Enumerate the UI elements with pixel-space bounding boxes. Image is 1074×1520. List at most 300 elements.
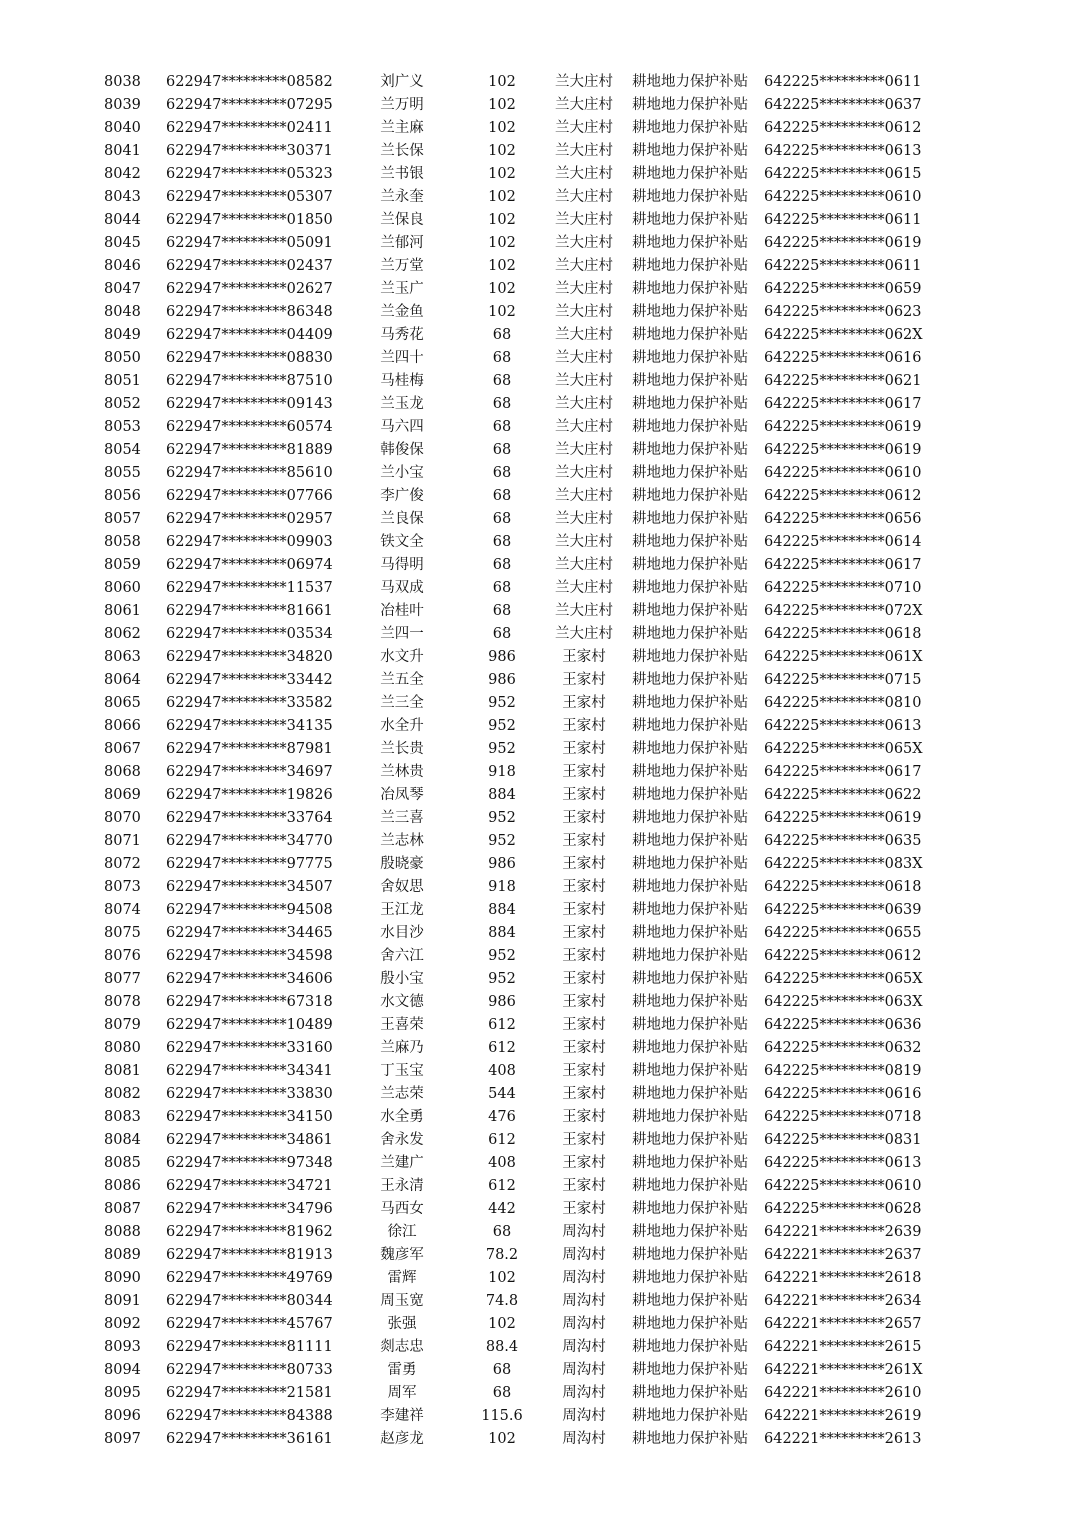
cell-card-number: 622947*********60574	[166, 419, 333, 435]
cell-seq: 8084	[104, 1132, 141, 1148]
table-row	[104, 784, 944, 807]
cell-subsidy-type: 耕地地力保护补贴	[632, 1339, 748, 1355]
cell-id-number: 642225*********0611	[764, 74, 922, 90]
cell-seq: 8050	[104, 350, 141, 366]
cell-id-number: 642225*********0619	[764, 442, 922, 458]
cell-village: 周沟村	[562, 1362, 606, 1378]
cell-village: 王家村	[562, 1086, 606, 1102]
table-row	[104, 1290, 944, 1313]
cell-amount: 612	[488, 1132, 516, 1148]
table-row	[104, 1336, 944, 1359]
cell-seq: 8067	[104, 741, 141, 757]
cell-seq: 8048	[104, 304, 141, 320]
cell-id-number: 642221*********2613	[764, 1431, 922, 1447]
cell-id-number: 642225*********0616	[764, 1086, 922, 1102]
cell-village: 兰大庄村	[555, 235, 613, 251]
cell-subsidy-type: 耕地地力保护补贴	[632, 649, 748, 665]
cell-subsidy-type: 耕地地力保护补贴	[632, 488, 748, 504]
cell-seq: 8079	[104, 1017, 141, 1033]
cell-amount: 102	[488, 74, 516, 90]
table-row	[104, 439, 944, 462]
cell-subsidy-type: 耕地地力保护补贴	[632, 304, 748, 320]
cell-village: 兰大庄村	[555, 350, 613, 366]
table-row	[104, 94, 944, 117]
cell-amount: 68	[492, 557, 512, 573]
cell-seq: 8064	[104, 672, 141, 688]
cell-amount: 68	[492, 580, 512, 596]
cell-subsidy-type: 耕地地力保护补贴	[632, 879, 748, 895]
cell-seq: 8088	[104, 1224, 141, 1240]
cell-card-number: 622947*********33582	[166, 695, 333, 711]
cell-seq: 8039	[104, 97, 141, 113]
cell-id-number: 642225*********0819	[764, 1063, 922, 1079]
cell-village: 兰大庄村	[555, 603, 613, 619]
cell-subsidy-type: 耕地地力保护补贴	[632, 1109, 748, 1125]
cell-name: 马双成	[380, 580, 424, 596]
cell-card-number: 622947*********86348	[166, 304, 333, 320]
cell-seq: 8096	[104, 1408, 141, 1424]
cell-name: 水文升	[380, 649, 424, 665]
cell-amount: 68	[492, 396, 512, 412]
cell-seq: 8082	[104, 1086, 141, 1102]
table-row	[104, 600, 944, 623]
table-row	[104, 1060, 944, 1083]
table-row	[104, 71, 944, 94]
cell-id-number: 642221*********2618	[764, 1270, 922, 1286]
cell-village: 兰大庄村	[555, 120, 613, 136]
table-row	[104, 830, 944, 853]
cell-village: 兰大庄村	[555, 511, 613, 527]
cell-seq: 8071	[104, 833, 141, 849]
cell-id-number: 642225*********0635	[764, 833, 922, 849]
table-row	[104, 922, 944, 945]
table-row	[104, 1313, 944, 1336]
cell-amount: 102	[488, 304, 516, 320]
cell-amount: 68	[492, 488, 512, 504]
cell-amount: 68	[492, 373, 512, 389]
table-row	[104, 554, 944, 577]
table-row	[104, 807, 944, 830]
cell-amount: 68	[492, 1362, 512, 1378]
cell-subsidy-type: 耕地地力保护补贴	[632, 235, 748, 251]
cell-subsidy-type: 耕地地力保护补贴	[632, 971, 748, 987]
cell-seq: 8053	[104, 419, 141, 435]
cell-name: 赵彦龙	[380, 1431, 424, 1447]
cell-name: 张强	[387, 1316, 417, 1332]
cell-village: 兰大庄村	[555, 488, 613, 504]
cell-village: 兰大庄村	[555, 465, 613, 481]
cell-card-number: 622947*********34135	[166, 718, 333, 734]
cell-id-number: 642225*********0613	[764, 1155, 922, 1171]
cell-amount: 102	[488, 1270, 516, 1286]
table-row	[104, 1221, 944, 1244]
cell-seq: 8049	[104, 327, 141, 343]
cell-amount: 74.8	[485, 1293, 519, 1309]
cell-id-number: 642225*********0612	[764, 120, 922, 136]
cell-card-number: 622947*********09903	[166, 534, 333, 550]
cell-amount: 544	[488, 1086, 516, 1102]
cell-seq: 8089	[104, 1247, 141, 1263]
cell-id-number: 642225*********0618	[764, 879, 922, 895]
cell-name: 兰玉广	[380, 281, 424, 297]
cell-subsidy-type: 耕地地力保护补贴	[632, 1316, 748, 1332]
cell-card-number: 622947*********34598	[166, 948, 333, 964]
cell-id-number: 642225*********0610	[764, 189, 922, 205]
cell-card-number: 622947*********34697	[166, 764, 333, 780]
cell-id-number: 642225*********0612	[764, 488, 922, 504]
cell-id-number: 642225*********065X	[764, 741, 923, 757]
table-row	[104, 1175, 944, 1198]
cell-subsidy-type: 耕地地力保护补贴	[632, 1155, 748, 1171]
cell-card-number: 622947*********80344	[166, 1293, 333, 1309]
cell-seq: 8091	[104, 1293, 141, 1309]
table-row	[104, 761, 944, 784]
cell-name: 马得明	[380, 557, 424, 573]
cell-card-number: 622947*********30371	[166, 143, 333, 159]
cell-name: 雷辉	[387, 1270, 417, 1286]
cell-subsidy-type: 耕地地力保护补贴	[632, 787, 748, 803]
cell-amount: 102	[488, 166, 516, 182]
cell-seq: 8081	[104, 1063, 141, 1079]
table-row	[104, 1129, 944, 1152]
table-row	[104, 140, 944, 163]
cell-name: 马桂梅	[380, 373, 424, 389]
cell-subsidy-type: 耕地地力保护补贴	[632, 74, 748, 90]
cell-id-number: 642221*********2637	[764, 1247, 922, 1263]
cell-id-number: 642225*********0614	[764, 534, 922, 550]
cell-seq: 8043	[104, 189, 141, 205]
cell-village: 王家村	[562, 971, 606, 987]
cell-card-number: 622947*********05307	[166, 189, 333, 205]
cell-name: 魏彦军	[380, 1247, 424, 1263]
cell-village: 兰大庄村	[555, 626, 613, 642]
cell-subsidy-type: 耕地地力保护补贴	[632, 1017, 748, 1033]
cell-id-number: 642225*********0616	[764, 350, 922, 366]
cell-village: 王家村	[562, 1017, 606, 1033]
cell-village: 王家村	[562, 1155, 606, 1171]
cell-village: 王家村	[562, 1109, 606, 1125]
cell-name: 舍奴思	[380, 879, 424, 895]
cell-seq: 8041	[104, 143, 141, 159]
cell-name: 李建祥	[380, 1408, 424, 1424]
table-row	[104, 278, 944, 301]
cell-card-number: 622947*********81913	[166, 1247, 333, 1263]
cell-subsidy-type: 耕地地力保护补贴	[632, 1408, 748, 1424]
cell-name: 水全勇	[380, 1109, 424, 1125]
cell-name: 马西女	[380, 1201, 424, 1217]
table-row	[104, 1359, 944, 1382]
cell-id-number: 642221*********2619	[764, 1408, 922, 1424]
cell-seq: 8044	[104, 212, 141, 228]
cell-amount: 68	[492, 465, 512, 481]
cell-amount: 102	[488, 97, 516, 113]
cell-seq: 8061	[104, 603, 141, 619]
table-row	[104, 163, 944, 186]
cell-id-number: 642225*********0636	[764, 1017, 922, 1033]
cell-id-number: 642225*********0610	[764, 465, 922, 481]
cell-village: 兰大庄村	[555, 373, 613, 389]
cell-amount: 102	[488, 281, 516, 297]
cell-id-number: 642225*********0610	[764, 1178, 922, 1194]
cell-card-number: 622947*********81661	[166, 603, 333, 619]
cell-amount: 408	[488, 1155, 516, 1171]
cell-subsidy-type: 耕地地力保护补贴	[632, 856, 748, 872]
cell-card-number: 622947*********11537	[166, 580, 333, 596]
cell-amount: 68	[492, 603, 512, 619]
cell-subsidy-type: 耕地地力保护补贴	[632, 465, 748, 481]
cell-id-number: 642225*********0621	[764, 373, 922, 389]
cell-name: 殷小宝	[380, 971, 424, 987]
cell-card-number: 622947*********94508	[166, 902, 333, 918]
table-row	[104, 1152, 944, 1175]
cell-name: 冶桂叶	[380, 603, 424, 619]
cell-name: 兰林贵	[380, 764, 424, 780]
cell-subsidy-type: 耕地地力保护补贴	[632, 1385, 748, 1401]
cell-amount: 986	[488, 649, 516, 665]
cell-amount: 884	[488, 902, 516, 918]
cell-seq: 8074	[104, 902, 141, 918]
cell-subsidy-type: 耕地地力保护补贴	[632, 120, 748, 136]
cell-village: 王家村	[562, 879, 606, 895]
cell-id-number: 642221*********2634	[764, 1293, 922, 1309]
cell-name: 兰金鱼	[380, 304, 424, 320]
cell-card-number: 622947*********19826	[166, 787, 333, 803]
cell-village: 王家村	[562, 1178, 606, 1194]
cell-seq: 8094	[104, 1362, 141, 1378]
cell-subsidy-type: 耕地地力保护补贴	[632, 925, 748, 941]
cell-village: 周沟村	[562, 1339, 606, 1355]
cell-seq: 8090	[104, 1270, 141, 1286]
cell-id-number: 642225*********0831	[764, 1132, 922, 1148]
cell-seq: 8066	[104, 718, 141, 734]
cell-card-number: 622947*********34606	[166, 971, 333, 987]
cell-id-number: 642221*********261X	[764, 1362, 923, 1378]
cell-name: 水目沙	[380, 925, 424, 941]
cell-subsidy-type: 耕地地力保护补贴	[632, 1178, 748, 1194]
cell-subsidy-type: 耕地地力保护补贴	[632, 603, 748, 619]
cell-card-number: 622947*********09143	[166, 396, 333, 412]
cell-amount: 68	[492, 1385, 512, 1401]
cell-name: 水全升	[380, 718, 424, 734]
table-row	[104, 968, 944, 991]
table-row	[104, 209, 944, 232]
cell-seq: 8078	[104, 994, 141, 1010]
cell-amount: 78.2	[485, 1247, 519, 1263]
table-row	[104, 347, 944, 370]
cell-amount: 102	[488, 1431, 516, 1447]
cell-card-number: 622947*********02627	[166, 281, 333, 297]
cell-seq: 8045	[104, 235, 141, 251]
cell-amount: 68	[492, 327, 512, 343]
cell-seq: 8052	[104, 396, 141, 412]
cell-amount: 68	[492, 1224, 512, 1240]
cell-subsidy-type: 耕地地力保护补贴	[632, 902, 748, 918]
table-row	[104, 945, 944, 968]
cell-id-number: 642225*********0639	[764, 902, 922, 918]
table-row	[104, 1244, 944, 1267]
cell-subsidy-type: 耕地地力保护补贴	[632, 442, 748, 458]
cell-amount: 68	[492, 419, 512, 435]
cell-subsidy-type: 耕地地力保护补贴	[632, 764, 748, 780]
cell-name: 兰书银	[380, 166, 424, 182]
cell-id-number: 642225*********0615	[764, 166, 922, 182]
table-row	[104, 715, 944, 738]
cell-village: 王家村	[562, 718, 606, 734]
cell-subsidy-type: 耕地地力保护补贴	[632, 833, 748, 849]
cell-subsidy-type: 耕地地力保护补贴	[632, 1224, 748, 1240]
cell-amount: 88.4	[485, 1339, 519, 1355]
cell-seq: 8042	[104, 166, 141, 182]
cell-name: 兰万明	[380, 97, 424, 113]
cell-seq: 8092	[104, 1316, 141, 1332]
cell-subsidy-type: 耕地地力保护补贴	[632, 419, 748, 435]
cell-subsidy-type: 耕地地力保护补贴	[632, 1132, 748, 1148]
table-row	[104, 623, 944, 646]
table-row	[104, 1267, 944, 1290]
cell-village: 王家村	[562, 833, 606, 849]
cell-id-number: 642221*********2610	[764, 1385, 922, 1401]
cell-id-number: 642225*********083X	[764, 856, 923, 872]
cell-card-number: 622947*********34465	[166, 925, 333, 941]
cell-village: 兰大庄村	[555, 557, 613, 573]
cell-amount: 918	[488, 764, 516, 780]
cell-seq: 8087	[104, 1201, 141, 1217]
cell-village: 兰大庄村	[555, 281, 613, 297]
cell-village: 周沟村	[562, 1270, 606, 1286]
cell-card-number: 622947*********01850	[166, 212, 333, 228]
cell-name: 兰小宝	[380, 465, 424, 481]
cell-village: 王家村	[562, 948, 606, 964]
cell-subsidy-type: 耕地地力保护补贴	[632, 1063, 748, 1079]
cell-card-number: 622947*********02957	[166, 511, 333, 527]
cell-card-number: 622947*********34150	[166, 1109, 333, 1125]
cell-id-number: 642225*********0618	[764, 626, 922, 642]
table-row	[104, 646, 944, 669]
cell-amount: 986	[488, 994, 516, 1010]
cell-village: 周沟村	[562, 1224, 606, 1240]
cell-seq: 8059	[104, 557, 141, 573]
cell-subsidy-type: 耕地地力保护补贴	[632, 1270, 748, 1286]
cell-id-number: 642225*********0611	[764, 212, 922, 228]
table-row	[104, 324, 944, 347]
cell-amount: 952	[488, 833, 516, 849]
cell-card-number: 622947*********33442	[166, 672, 333, 688]
table-row	[104, 416, 944, 439]
cell-seq: 8075	[104, 925, 141, 941]
cell-name: 徐江	[387, 1224, 417, 1240]
cell-amount: 612	[488, 1017, 516, 1033]
cell-subsidy-type: 耕地地力保护补贴	[632, 511, 748, 527]
cell-subsidy-type: 耕地地力保护补贴	[632, 741, 748, 757]
cell-card-number: 622947*********81962	[166, 1224, 333, 1240]
table-row	[104, 899, 944, 922]
cell-card-number: 622947*********04409	[166, 327, 333, 343]
cell-card-number: 622947*********80733	[166, 1362, 333, 1378]
cell-village: 周沟村	[562, 1316, 606, 1332]
cell-name: 兰保良	[380, 212, 424, 228]
cell-card-number: 622947*********45767	[166, 1316, 333, 1332]
cell-seq: 8047	[104, 281, 141, 297]
cell-name: 兰万堂	[380, 258, 424, 274]
cell-amount: 884	[488, 925, 516, 941]
cell-id-number: 642225*********0617	[764, 557, 922, 573]
cell-id-number: 642225*********0619	[764, 235, 922, 251]
cell-seq: 8038	[104, 74, 141, 90]
cell-subsidy-type: 耕地地力保护补贴	[632, 1040, 748, 1056]
cell-village: 周沟村	[562, 1247, 606, 1263]
table-row	[104, 1428, 944, 1451]
cell-village: 兰大庄村	[555, 327, 613, 343]
cell-id-number: 642221*********2657	[764, 1316, 922, 1332]
cell-name: 兰志林	[380, 833, 424, 849]
cell-subsidy-type: 耕地地力保护补贴	[632, 534, 748, 550]
cell-id-number: 642225*********072X	[764, 603, 923, 619]
cell-card-number: 622947*********34820	[166, 649, 333, 665]
cell-subsidy-type: 耕地地力保护补贴	[632, 258, 748, 274]
cell-village: 兰大庄村	[555, 258, 613, 274]
cell-subsidy-type: 耕地地力保护补贴	[632, 212, 748, 228]
cell-seq: 8076	[104, 948, 141, 964]
table-row	[104, 1198, 944, 1221]
table-row	[104, 531, 944, 554]
cell-subsidy-type: 耕地地力保护补贴	[632, 1362, 748, 1378]
table-row	[104, 186, 944, 209]
cell-village: 王家村	[562, 787, 606, 803]
cell-id-number: 642225*********062X	[764, 327, 923, 343]
cell-subsidy-type: 耕地地力保护补贴	[632, 948, 748, 964]
cell-id-number: 642225*********0613	[764, 718, 922, 734]
cell-subsidy-type: 耕地地力保护补贴	[632, 143, 748, 159]
cell-seq: 8056	[104, 488, 141, 504]
cell-name: 李广俊	[380, 488, 424, 504]
cell-village: 周沟村	[562, 1385, 606, 1401]
cell-id-number: 642225*********0710	[764, 580, 922, 596]
cell-name: 兰四十	[380, 350, 424, 366]
cell-card-number: 622947*********33160	[166, 1040, 333, 1056]
cell-amount: 102	[488, 189, 516, 205]
cell-seq: 8057	[104, 511, 141, 527]
cell-name: 兰永奎	[380, 189, 424, 205]
cell-seq: 8063	[104, 649, 141, 665]
cell-name: 兰郁河	[380, 235, 424, 251]
cell-subsidy-type: 耕地地力保护补贴	[632, 1086, 748, 1102]
cell-village: 兰大庄村	[555, 396, 613, 412]
cell-id-number: 642225*********0619	[764, 419, 922, 435]
cell-seq: 8070	[104, 810, 141, 826]
cell-seq: 8062	[104, 626, 141, 642]
cell-subsidy-type: 耕地地力保护补贴	[632, 189, 748, 205]
table-row	[104, 117, 944, 140]
table-row	[104, 991, 944, 1014]
cell-name: 兰长贵	[380, 741, 424, 757]
cell-amount: 986	[488, 672, 516, 688]
subsidy-table	[104, 71, 944, 1451]
cell-subsidy-type: 耕地地力保护补贴	[632, 580, 748, 596]
cell-seq: 8083	[104, 1109, 141, 1125]
cell-card-number: 622947*********87981	[166, 741, 333, 757]
cell-village: 王家村	[562, 741, 606, 757]
cell-id-number: 642225*********0611	[764, 258, 922, 274]
cell-name: 殷晓豪	[380, 856, 424, 872]
cell-seq: 8055	[104, 465, 141, 481]
cell-name: 铁文全	[380, 534, 424, 550]
cell-name: 王喜荣	[380, 1017, 424, 1033]
cell-amount: 918	[488, 879, 516, 895]
cell-village: 王家村	[562, 1040, 606, 1056]
cell-name: 兰三全	[380, 695, 424, 711]
table-row	[104, 232, 944, 255]
table-row	[104, 577, 944, 600]
